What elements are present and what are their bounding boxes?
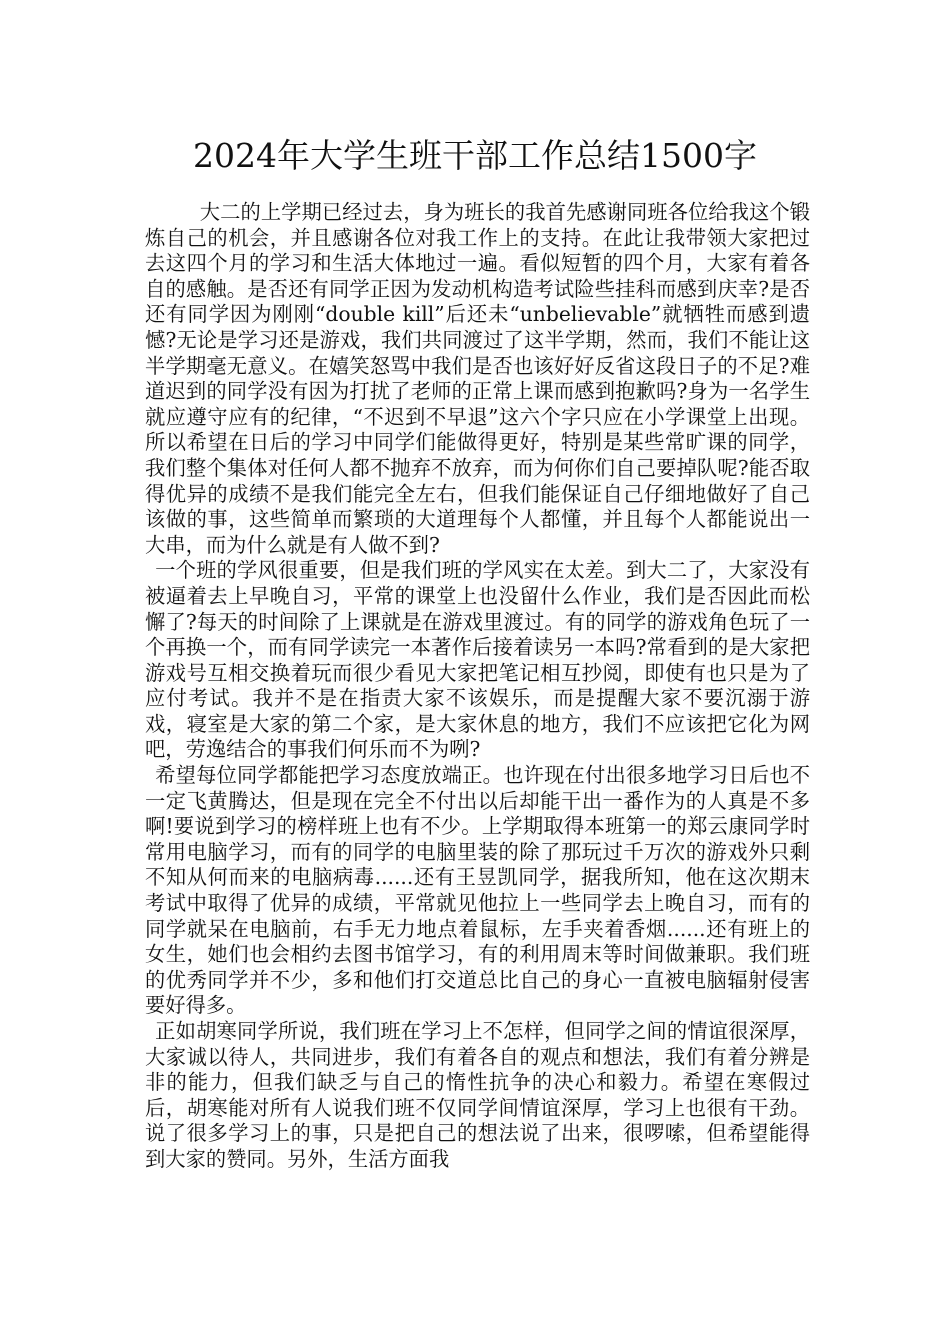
paragraph-1: 大二的上学期已经过去，身为班长的我首先感谢同班各位给我这个锻炼自己的机会，并且感谢各位对我工作上的支持。在此让我带领大家把过去这四个月的学习和生活大体地过一遍。看似短暂的四个月，大家有着各自的感触。是否还有同学正因为发动机构造考试险些挂科而感到庆幸?是否还有同学因为刚刚“double kill”后还未“unbelievable”就牺牲而感到遗憾?无论是学习还是游戏，我们共同渡过了这半学期，然而，我们不能让这半学期毫无意义。在嬉笑怒骂中我们是否也该好好反省这段日子的不足?难道迟到的同学没有因为打扰了老师的正常上课而感到抱歉吗?身为一名学生就应遵守应有的纪律，“不迟到不早退”这六个字只应在小学课堂上出现。所以希望在日后的学习中同学们能做得更好，特别是某些常旷课的同学，我们整个集体对任何人都不抛弃不放弃，而为何你们自己要掉队呢?能否取得优异的成绩不是我们能完全左右，但我们能保证自己仔细地做好了自己该做的事，这些简单而繁琐的大道理每个人都懂，并且每个人都能说出一大串，而为什么就是有人做不到? bbox=[145, 200, 810, 557]
document-body bbox=[145, 200, 810, 1173]
paragraph-3: 希望每位同学都能把学习态度放端正。也许现在付出很多地学习日后也不一定飞黄腾达，但是现在完全不付出以后却能干出一番作为的人真是不多啊!要说到学习的榜样班上也有不少。上学期取得本班第一的郑云康同学时常用电脑学习，而有的同学的电脑里装的除了那玩过千万次的游戏外只剩不知从何而来的电脑病毒......还有王昱凯同学，据我所知，他在这次期末考试中取得了优异的成绩，平常就见他拉上一些同学去上晚自习，而有的同学就呆在电脑前，右手无力地点着鼠标，左手夹着香烟......还有班上的女生，她们也会相约去图书馆学习，有的利用周末等时间做兼职。我们班的优秀同学并不少，多和他们打交道总比自己的身心一直被电脑辐射侵害要好得多。 bbox=[145, 763, 810, 1018]
document-title: 2024年大学生班干部工作总结1500字 bbox=[193, 136, 757, 175]
paragraph-2: 一个班的学风很重要，但是我们班的学风实在太差。到大二了，大家没有被逼着去上早晚自习，平常的课堂上也没留什么作业，我们是否因此而松懈了?每天的时间除了上课就是在游戏里渡过。有的同学的游戏角色玩了一个再换一个，而有同学读完一本著作后接着读另一本吗?常看到的是大家把游戏号互相交换着玩而很少看见大家把笔记相互抄阅，即使有也只是为了应付考试。我并不是在指责大家不该娱乐，而是提醒大家不要沉溺于游戏，寝室是大家的第二个家，是大家休息的地方，我们不应该把它化为网吧，劳逸结合的事我们何乐而不为咧? bbox=[145, 558, 810, 762]
paragraph-4: 正如胡寒同学所说，我们班在学习上不怎样，但同学之间的情谊很深厚，大家诚以待人，共同进步，我们有着各自的观点和想法，我们有着分辨是非的能力，但我们缺乏与自己的惰性抗争的决心和毅力。希望在寒假过后，胡寒能对所有人说我们班不仅同学间情谊深厚，学习上也很有干劲。说了很多学习上的事，只是把自己的想法说了出来，很啰嗦，但希望能得到大家的赞同。另外，生活方面我 bbox=[145, 1019, 810, 1171]
